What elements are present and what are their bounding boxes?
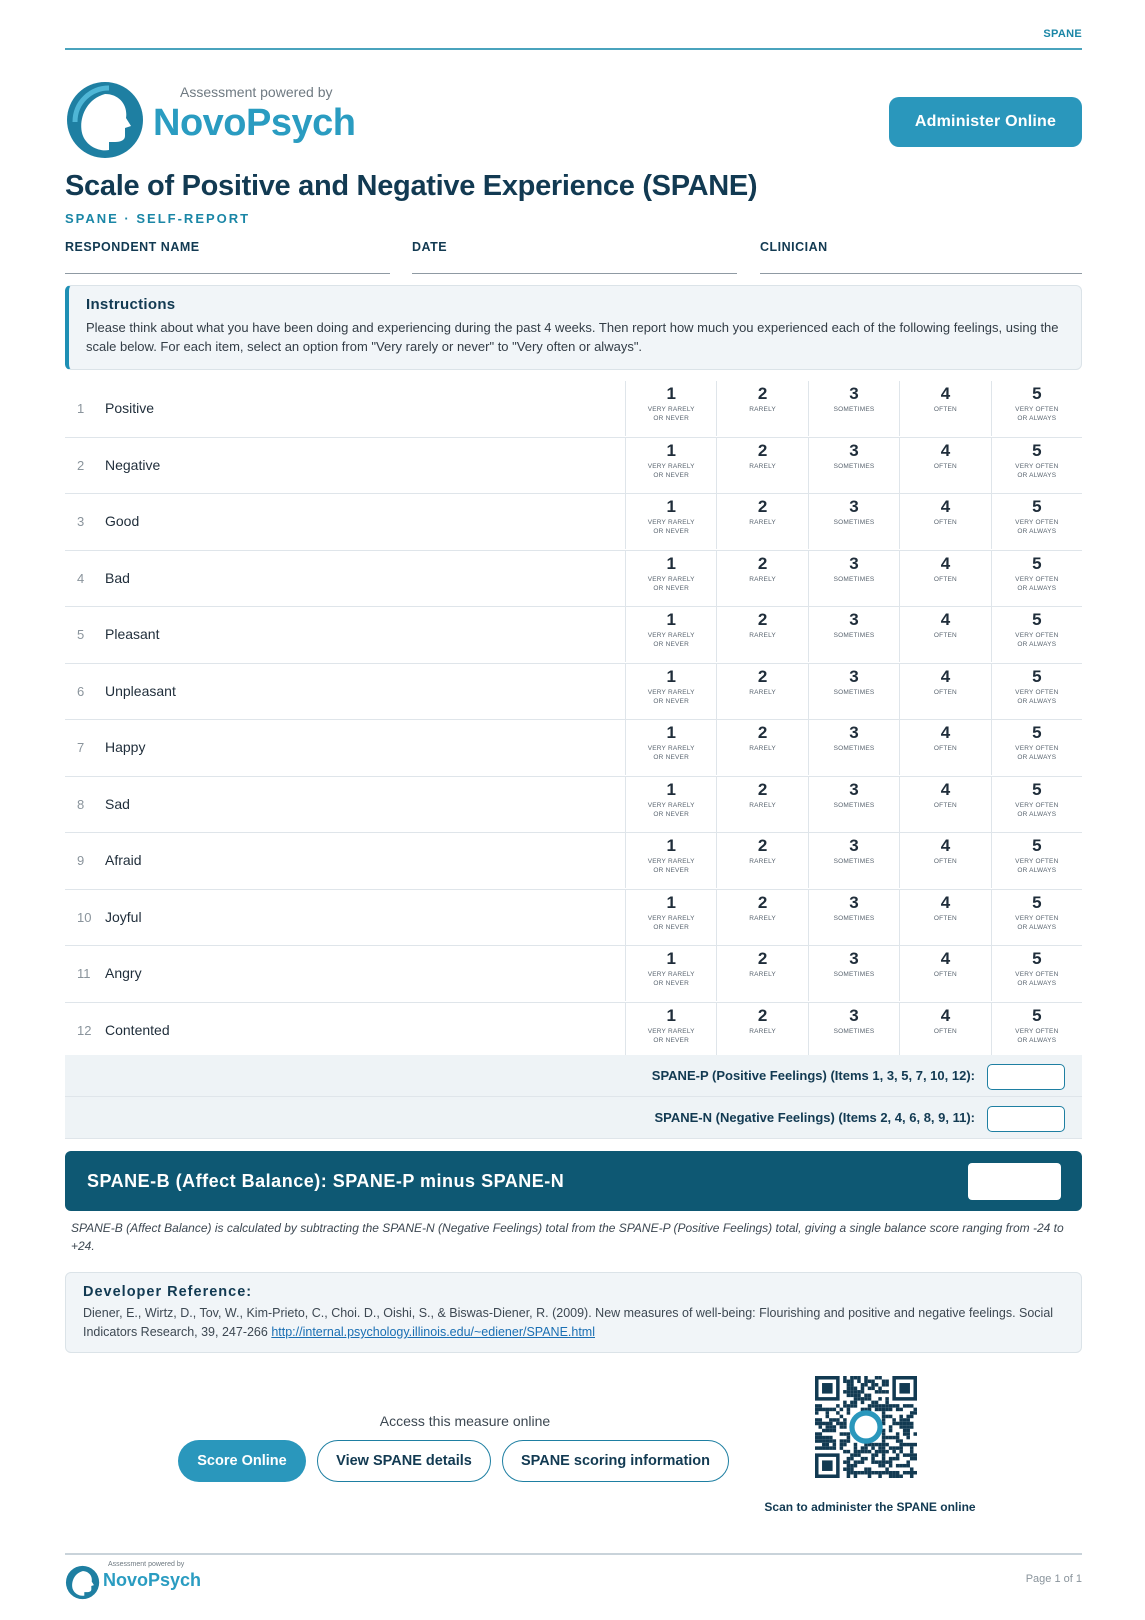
response-option-3[interactable] <box>808 946 899 1001</box>
response-option-5[interactable] <box>991 720 1082 775</box>
option-desc: RARELY <box>749 971 776 978</box>
response-option-1[interactable] <box>625 607 716 662</box>
option-desc: VERY OFTEN <box>1015 914 1059 922</box>
response-options <box>625 720 1082 775</box>
response-options <box>625 607 1082 662</box>
response-options <box>625 381 1082 436</box>
response-option-2[interactable] <box>716 381 807 436</box>
item-row <box>65 720 1082 777</box>
response-option-3[interactable] <box>808 381 899 436</box>
option-value: 5 <box>1032 1005 1042 1025</box>
option-value: 3 <box>849 440 859 460</box>
option-value: 2 <box>757 497 768 516</box>
option-desc: OFTEN <box>933 688 957 696</box>
option-desc: RARELY <box>749 406 776 413</box>
instructions-text: Please think about what you have been doing and experiencing during the past 4 weeks. Then report how much you experienced each of the following feelings, using the scale below. For each item, select an option from "Very rarely or never" to "Very often or always". <box>86 320 1059 354</box>
option-desc: VERY RARELY <box>647 914 695 922</box>
response-option-3[interactable] <box>808 664 899 719</box>
balance-note: SPANE-B (Affect Balance) is calculated by subtracting the SPANE-N (Negative Feelings) total from the SPANE-P (Positive Feelings) total, giving a single balance score ranging from -24 to +24. <box>71 1221 1064 1253</box>
option-value: 1 <box>666 1005 676 1025</box>
header-tag: SPANE <box>1043 28 1082 40</box>
option-value: 4 <box>940 610 951 629</box>
option-desc: SOMETIMES <box>833 406 875 413</box>
option-desc: OFTEN <box>933 406 957 413</box>
response-option-1[interactable] <box>625 777 716 832</box>
option-desc-2: OR NEVER <box>653 1036 689 1044</box>
option-value: 1 <box>666 497 676 516</box>
option-value: 3 <box>849 666 859 686</box>
option-desc-2: OR ALWAYS <box>1017 980 1057 987</box>
item-row <box>65 494 1082 551</box>
response-option-4[interactable] <box>899 777 990 832</box>
option-desc-2: OR NEVER <box>653 584 689 592</box>
response-option-4[interactable] <box>899 381 990 436</box>
respondent-name-field[interactable] <box>65 238 390 274</box>
option-desc: VERY OFTEN <box>1015 632 1059 639</box>
response-option-1[interactable] <box>625 438 716 493</box>
clinician-label: CLINICIAN <box>760 240 828 254</box>
response-option-4[interactable] <box>899 946 990 1001</box>
response-option-3[interactable] <box>808 890 899 945</box>
option-desc: VERY OFTEN <box>1015 1027 1059 1035</box>
option-desc-2: OR ALWAYS <box>1017 754 1057 761</box>
option-desc: VERY OFTEN <box>1015 971 1059 978</box>
option-desc: RARELY <box>749 858 776 865</box>
option-value: 3 <box>849 892 859 912</box>
option-desc: VERY RARELY <box>647 632 695 639</box>
option-value: 1 <box>666 949 676 968</box>
item-row <box>65 664 1082 721</box>
option-value: 2 <box>757 553 768 573</box>
response-option-3[interactable] <box>808 438 899 493</box>
response-option-4[interactable] <box>899 1003 990 1058</box>
response-option-5[interactable] <box>991 1003 1082 1058</box>
response-option-3[interactable] <box>808 551 899 606</box>
item-row <box>65 833 1082 890</box>
option-desc: SOMETIMES <box>833 519 875 526</box>
option-value: 1 <box>666 666 676 686</box>
option-value: 2 <box>757 723 768 742</box>
option-desc: SOMETIMES <box>833 745 875 752</box>
option-desc: RARELY <box>749 575 776 583</box>
response-option-2[interactable] <box>716 551 807 606</box>
option-desc: VERY RARELY <box>647 858 695 865</box>
option-value: 4 <box>940 779 951 799</box>
option-desc: OFTEN <box>933 462 957 470</box>
response-option-5[interactable] <box>991 777 1082 832</box>
item-label: Sad <box>105 795 130 812</box>
developer-reference-panel <box>65 1272 1082 1353</box>
item-label: Positive <box>105 400 155 416</box>
option-desc: VERY OFTEN <box>1015 575 1059 583</box>
option-desc: SOMETIMES <box>833 858 875 865</box>
spane-b-score-input[interactable] <box>968 1163 1061 1200</box>
option-value: 3 <box>849 553 859 573</box>
clinician-field[interactable] <box>760 238 1082 274</box>
item-label: Angry <box>105 965 142 981</box>
option-desc: SOMETIMES <box>833 632 875 639</box>
option-value: 3 <box>849 497 859 516</box>
option-desc: OFTEN <box>933 1027 957 1035</box>
item-number: 12 <box>77 1022 92 1038</box>
option-value: 5 <box>1032 497 1042 516</box>
option-value: 3 <box>849 1005 859 1025</box>
option-desc: SOMETIMES <box>833 575 875 583</box>
item-row <box>65 946 1082 1003</box>
option-value: 2 <box>757 384 768 403</box>
option-desc-2: OR NEVER <box>653 471 689 479</box>
item-row <box>65 381 1082 438</box>
option-value: 3 <box>849 723 859 742</box>
option-desc: VERY RARELY <box>647 745 695 752</box>
option-value: 1 <box>666 892 676 912</box>
logo-powered-by: Assessment powered by <box>180 84 333 100</box>
developer-reference-text <box>83 1304 1064 1342</box>
item-label: Joyful <box>105 908 142 925</box>
option-desc: SOMETIMES <box>833 688 875 696</box>
option-value: 4 <box>940 1005 951 1025</box>
option-desc-2: OR ALWAYS <box>1017 528 1057 535</box>
response-option-2[interactable] <box>716 777 807 832</box>
option-desc-2: OR ALWAYS <box>1017 471 1057 479</box>
response-option-2[interactable] <box>716 438 807 493</box>
option-desc-2: OR NEVER <box>653 980 689 987</box>
option-desc-2: OR ALWAYS <box>1017 415 1057 422</box>
response-option-5[interactable] <box>991 381 1082 436</box>
item-number: 5 <box>77 627 85 642</box>
response-option-1[interactable] <box>625 1003 716 1058</box>
item-number: 4 <box>77 570 85 586</box>
option-desc-2: OR ALWAYS <box>1017 584 1057 592</box>
item-label: Contented <box>105 1021 170 1038</box>
option-desc: RARELY <box>749 632 776 639</box>
option-desc-2: OR NEVER <box>653 415 689 422</box>
spane-b-banner <box>65 1151 1082 1211</box>
option-desc-2: OR ALWAYS <box>1017 641 1057 648</box>
response-option-4[interactable] <box>899 438 990 493</box>
option-desc: VERY RARELY <box>647 406 695 413</box>
option-desc-2: OR NEVER <box>653 923 689 931</box>
option-desc: SOMETIMES <box>833 1027 875 1035</box>
option-desc-2: OR ALWAYS <box>1017 867 1057 874</box>
response-option-5[interactable] <box>991 946 1082 1001</box>
option-desc: VERY RARELY <box>647 971 695 978</box>
response-option-2[interactable] <box>716 1003 807 1058</box>
option-desc: VERY OFTEN <box>1015 688 1059 696</box>
header-divider <box>65 48 1082 50</box>
response-option-3[interactable] <box>808 494 899 549</box>
score-online-button[interactable]: Score Online <box>178 1440 306 1482</box>
response-option-4[interactable] <box>899 890 990 945</box>
item-label: Unpleasant <box>105 682 176 699</box>
option-value: 1 <box>666 384 676 403</box>
option-value: 3 <box>849 836 859 855</box>
item-label: Happy <box>105 739 146 755</box>
option-desc: VERY RARELY <box>647 1027 695 1035</box>
option-value: 4 <box>940 666 951 686</box>
page <box>65 0 1082 1620</box>
footer-wordmark: NovoPsych <box>103 1570 202 1590</box>
response-option-5[interactable] <box>991 607 1082 662</box>
spane-p-score-input[interactable] <box>987 1064 1065 1090</box>
view-details-button[interactable]: View SPANE details <box>317 1440 491 1482</box>
option-desc: RARELY <box>749 462 776 470</box>
option-desc-2: OR ALWAYS <box>1017 697 1057 705</box>
option-desc: OFTEN <box>933 632 957 639</box>
option-value: 4 <box>940 836 951 855</box>
option-desc: OFTEN <box>933 801 957 809</box>
option-desc: VERY OFTEN <box>1015 858 1059 865</box>
response-option-5[interactable] <box>991 438 1082 493</box>
item-label: Negative <box>105 456 161 473</box>
option-value: 1 <box>666 779 676 799</box>
response-options <box>625 777 1082 832</box>
option-value: 2 <box>757 779 768 799</box>
date-field[interactable] <box>412 238 737 274</box>
response-option-2[interactable] <box>716 664 807 719</box>
response-option-1[interactable] <box>625 720 716 775</box>
option-desc: OFTEN <box>933 575 957 583</box>
response-option-4[interactable] <box>899 494 990 549</box>
option-value: 1 <box>666 610 676 629</box>
option-value: 3 <box>849 779 859 799</box>
option-value: 4 <box>940 497 951 516</box>
option-desc-2: OR ALWAYS <box>1017 923 1057 931</box>
respondent-name-label: RESPONDENT NAME <box>65 240 200 254</box>
response-option-2[interactable] <box>716 607 807 662</box>
spane-p-label: SPANE-P (Positive Feelings) (Items 1, 3, 5, 7, 10, 12): <box>651 1068 975 1083</box>
spane-n-score-input[interactable] <box>987 1106 1065 1132</box>
option-desc: OFTEN <box>933 519 957 526</box>
spane-b-label: SPANE-B (Affect Balance): SPANE-P minus SPANE-N <box>87 1171 565 1191</box>
option-value: 3 <box>849 384 859 403</box>
option-value: 5 <box>1032 892 1042 912</box>
response-option-2[interactable] <box>716 946 807 1001</box>
item-number: 8 <box>77 796 85 812</box>
option-value: 5 <box>1032 440 1042 460</box>
option-value: 5 <box>1032 610 1042 629</box>
item-number: 6 <box>77 683 85 699</box>
response-option-3[interactable] <box>808 607 899 662</box>
response-option-1[interactable] <box>625 551 716 606</box>
item-number: 11 <box>77 966 91 981</box>
response-option-4[interactable] <box>899 833 990 888</box>
option-value: 2 <box>757 836 768 855</box>
option-desc-2: OR NEVER <box>653 641 689 648</box>
response-options <box>625 890 1082 945</box>
option-desc: RARELY <box>749 801 776 809</box>
option-desc: VERY RARELY <box>647 801 695 809</box>
option-desc: RARELY <box>749 519 776 526</box>
response-option-2[interactable] <box>716 494 807 549</box>
response-option-3[interactable] <box>808 777 899 832</box>
response-option-5[interactable] <box>991 494 1082 549</box>
page-subtitle: SPANE · SELF-REPORT <box>65 211 251 226</box>
administer-online-button[interactable]: Administer Online <box>889 97 1082 147</box>
option-desc: OFTEN <box>933 858 957 865</box>
option-value: 4 <box>940 384 951 403</box>
option-desc: SOMETIMES <box>833 971 875 978</box>
item-label: Afraid <box>105 852 142 868</box>
page-number: Page 1 of 1 <box>1025 1573 1082 1585</box>
option-value: 5 <box>1032 836 1042 855</box>
option-desc: OFTEN <box>933 914 957 922</box>
option-value: 5 <box>1032 949 1042 968</box>
option-value: 1 <box>666 723 676 742</box>
option-desc: OFTEN <box>933 971 957 978</box>
response-option-2[interactable] <box>716 833 807 888</box>
item-number: 3 <box>77 514 85 529</box>
option-desc: RARELY <box>749 745 776 752</box>
spane-n-label: SPANE-N (Negative Feelings) (Items 2, 4, 6, 8, 9, 11): <box>654 1110 975 1125</box>
response-option-1[interactable] <box>625 890 716 945</box>
response-option-3[interactable] <box>808 720 899 775</box>
response-option-1[interactable] <box>625 664 716 719</box>
option-value: 2 <box>757 892 768 912</box>
option-value: 5 <box>1032 384 1042 403</box>
page-title: Scale of Positive and Negative Experience (SPANE) <box>65 170 758 202</box>
option-desc-2: OR NEVER <box>653 867 689 874</box>
option-desc: VERY OFTEN <box>1015 519 1059 526</box>
response-option-5[interactable] <box>991 664 1082 719</box>
item-label: Good <box>105 513 140 529</box>
option-desc-2: OR ALWAYS <box>1017 810 1057 818</box>
response-option-2[interactable] <box>716 890 807 945</box>
response-options <box>625 438 1082 493</box>
item-row <box>65 890 1082 947</box>
response-option-3[interactable] <box>808 1003 899 1058</box>
response-option-4[interactable] <box>899 720 990 775</box>
response-options <box>625 494 1082 549</box>
option-desc: OFTEN <box>933 745 957 752</box>
option-desc: VERY OFTEN <box>1015 745 1059 752</box>
response-option-1[interactable] <box>625 833 716 888</box>
response-options <box>625 1003 1082 1058</box>
developer-reference-heading: Developer Reference: <box>83 1284 253 1300</box>
option-desc: RARELY <box>749 1027 776 1035</box>
instructions-heading: Instructions <box>86 296 176 313</box>
response-option-5[interactable] <box>991 833 1082 888</box>
option-value: 5 <box>1032 723 1042 742</box>
option-desc: VERY OFTEN <box>1015 406 1059 413</box>
option-desc-2: OR NEVER <box>653 754 689 761</box>
response-options <box>625 551 1082 606</box>
date-label: DATE <box>412 240 448 254</box>
footer-powered-by: Assessment powered by <box>108 1561 185 1568</box>
option-value: 5 <box>1032 779 1042 799</box>
option-desc: RARELY <box>749 688 776 696</box>
option-value: 4 <box>940 892 951 912</box>
item-row <box>65 438 1082 495</box>
response-option-2[interactable] <box>716 720 807 775</box>
item-number: 7 <box>77 740 85 755</box>
spane-n-row <box>65 1097 1082 1139</box>
option-value: 1 <box>666 440 676 460</box>
item-row <box>65 607 1082 664</box>
qr-caption: Scan to administer the SPANE online <box>764 1500 976 1514</box>
scoring-info-button[interactable]: SPANE scoring information <box>502 1440 729 1482</box>
option-desc: VERY OFTEN <box>1015 801 1059 809</box>
option-desc: VERY RARELY <box>647 688 695 696</box>
option-desc: VERY RARELY <box>647 575 695 583</box>
option-value: 2 <box>757 610 768 629</box>
item-row <box>65 777 1082 834</box>
option-desc: SOMETIMES <box>833 462 875 470</box>
item-number: 10 <box>77 909 92 925</box>
response-option-1[interactable] <box>625 946 716 1001</box>
response-option-3[interactable] <box>808 833 899 888</box>
option-desc-2: OR NEVER <box>653 810 689 818</box>
qr-code[interactable] <box>815 1376 917 1478</box>
option-value: 4 <box>940 949 951 968</box>
item-label: Bad <box>105 569 130 586</box>
item-list <box>65 381 1082 1059</box>
item-number: 9 <box>77 853 85 868</box>
response-options <box>625 664 1082 719</box>
option-desc: VERY RARELY <box>647 462 695 470</box>
option-value: 2 <box>757 1005 768 1025</box>
option-value: 4 <box>940 723 951 742</box>
item-number: 2 <box>77 457 85 473</box>
response-option-4[interactable] <box>899 551 990 606</box>
footer-divider <box>65 1553 1082 1555</box>
option-desc: RARELY <box>749 914 776 922</box>
access-title: Access this measure online <box>379 1413 551 1429</box>
item-number: 1 <box>77 401 85 416</box>
option-desc: SOMETIMES <box>833 801 875 809</box>
instructions-panel <box>65 285 1082 370</box>
option-value: 2 <box>757 666 768 686</box>
response-option-4[interactable] <box>899 607 990 662</box>
option-value: 2 <box>757 440 768 460</box>
response-option-5[interactable] <box>991 551 1082 606</box>
option-value: 4 <box>940 553 951 573</box>
option-value: 1 <box>666 553 676 573</box>
option-desc-2: OR NEVER <box>653 697 689 705</box>
option-value: 4 <box>940 440 951 460</box>
item-row <box>65 1003 1082 1060</box>
item-label: Pleasant <box>105 626 160 642</box>
option-value: 3 <box>849 949 859 968</box>
option-desc: VERY OFTEN <box>1015 462 1059 470</box>
option-value: 1 <box>666 836 676 855</box>
response-option-1[interactable] <box>625 381 716 436</box>
option-value: 5 <box>1032 553 1042 573</box>
head-profile-icon <box>65 80 147 160</box>
reference-citation: Diener, E., Wirtz, D., Tov, W., Kim-Prieto, C., Choi. D., Oishi, S., & Biswas-Diener, R. (2009). New measures of well-being: Flourishing and positive and negative feelings. Social Indicators Research, 39, 247-266 <box>83 1306 1054 1339</box>
spane-p-row <box>65 1055 1082 1097</box>
option-desc: SOMETIMES <box>833 914 875 922</box>
response-option-1[interactable] <box>625 494 716 549</box>
option-desc-2: OR ALWAYS <box>1017 1036 1057 1044</box>
response-option-4[interactable] <box>899 664 990 719</box>
option-value: 5 <box>1032 666 1042 686</box>
logo-wordmark: NovoPsych <box>153 102 356 144</box>
option-value: 2 <box>757 949 768 968</box>
option-desc-2: OR NEVER <box>653 528 689 535</box>
option-desc: VERY RARELY <box>647 519 695 526</box>
novopsych-logo <box>65 80 375 160</box>
response-option-5[interactable] <box>991 890 1082 945</box>
item-row <box>65 551 1082 608</box>
response-options <box>625 833 1082 888</box>
option-value: 3 <box>849 610 859 629</box>
reference-link[interactable]: http://internal.psychology.illinois.edu/~ediener/SPANE.html <box>271 1325 595 1339</box>
response-options <box>625 946 1082 1001</box>
footer-logo <box>65 1560 205 1600</box>
footer-head-profile-icon <box>65 1565 101 1600</box>
